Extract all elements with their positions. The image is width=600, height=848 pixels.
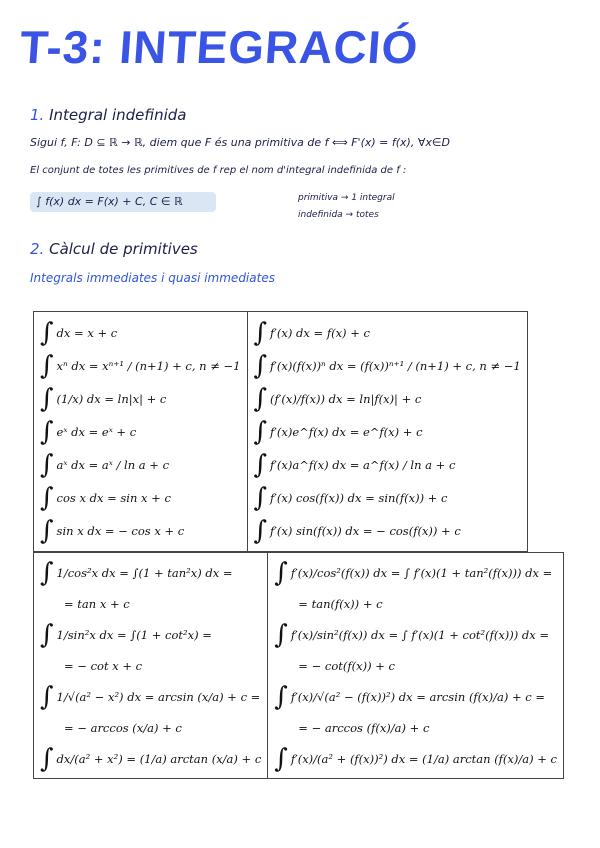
page-title: T-3: INTEGRACIÓ <box>18 21 421 73</box>
formula-text: 1/√(a² − x²) dx = arcsin (x/a) + c = <box>56 689 261 704</box>
formula-row <box>40 382 241 415</box>
integral-sign: ∫ <box>40 482 54 513</box>
formula-text: f′(x)/√(a² − (f(x))²) dx = arcsin (f(x)/a) + c = <box>290 689 546 704</box>
formula-row <box>40 557 261 588</box>
formula-row <box>40 316 241 349</box>
formula-row <box>40 681 261 712</box>
formula-text: cos x dx = sin x + c <box>56 490 171 505</box>
integral-sign: ∫ <box>274 619 288 650</box>
formula-row <box>254 349 521 382</box>
formula-row <box>254 415 521 448</box>
side-note-1: primitiva → 1 integral <box>298 193 395 203</box>
formula-row <box>274 619 557 650</box>
section-1-title: Integral indefinida <box>49 106 187 124</box>
integral-sign: ∫ <box>40 619 54 650</box>
integral-sign: ∫ <box>253 449 268 480</box>
section-1-heading <box>30 106 186 124</box>
integral-sign: ∫ <box>274 743 288 774</box>
formula-text: f′(x) sin(f(x)) dx = − cos(f(x)) + c <box>270 523 461 538</box>
integral-sign: ∫ <box>40 449 54 480</box>
formula-text: = − arccos (f(x)/a) + c <box>298 720 430 735</box>
formula-result <box>40 588 261 619</box>
formula-text: f′(x)(f(x))ⁿ dx = (f(x))ⁿ⁺¹ / (n+1) + c, n ≠ −1 <box>270 358 521 373</box>
formula-result <box>274 588 557 619</box>
formula-row <box>254 514 521 547</box>
formula-row <box>40 415 241 448</box>
formula-text: f′(x)/cos²(f(x)) dx = ∫ f′(x)(1 + tan²(f(x))) dx = <box>290 565 553 580</box>
formula-text: eˣ dx = eˣ + c <box>56 424 137 439</box>
section-2-heading <box>30 240 198 258</box>
table2-right-column <box>268 553 564 779</box>
formula-text: (1/x) dx = ln|x| + c <box>56 391 167 406</box>
formula-row <box>40 514 241 547</box>
integral-sign: ∫ <box>40 416 54 447</box>
formula-result <box>40 712 261 743</box>
integral-sign: ∫ <box>253 515 268 546</box>
integral-sign: ∫ <box>40 317 54 348</box>
formula-text: = tan(f(x)) + c <box>298 596 383 611</box>
formula-text: 1/cos²x dx = ∫(1 + tan²x) dx = <box>56 565 233 580</box>
formula-row <box>274 557 557 588</box>
formula-text: aˣ dx = aˣ / ln a + c <box>56 457 170 472</box>
formula-text: f′(x) dx = f(x) + c <box>270 325 370 340</box>
table1-left-column <box>34 312 248 552</box>
formula-text: sin x dx = − cos x + c <box>56 523 185 538</box>
formula-text: dx/(a² + x²) = (1/a) arctan (x/a) + c <box>56 751 262 766</box>
formula-result <box>274 712 557 743</box>
table2-left-column <box>34 553 268 779</box>
trig-integrals-table <box>33 552 564 779</box>
section-1-number: 1. <box>30 106 45 124</box>
integral-sign: ∫ <box>40 743 54 774</box>
side-note-2: indefinida → totes <box>298 210 379 220</box>
formula-text: xⁿ dx = xⁿ⁺¹ / (n+1) + c, n ≠ −1 <box>56 358 241 373</box>
section-2-title: Càlcul de primitives <box>49 240 198 258</box>
formula-result <box>40 650 261 681</box>
formula-text: f′(x)a^f(x) dx = a^f(x) / ln a + c <box>270 457 456 472</box>
integral-sign: ∫ <box>253 482 268 513</box>
highlighted-formula: ∫ f(x) dx = F(x) + C, C ∈ ℝ <box>30 192 216 212</box>
formula-row <box>274 681 557 712</box>
formula-text: = − cot(f(x)) + c <box>298 658 395 673</box>
integral-sign: ∫ <box>40 681 54 712</box>
formula-row <box>254 316 521 349</box>
primitive-definition: Sigui f, F: D ⊆ ℝ → ℝ, diem que F és una primitiva de f ⟺ F'(x) = f(x), ∀x∈D <box>30 136 450 149</box>
formula-text: = − arccos (x/a) + c <box>64 720 182 735</box>
formula-text: = tan x + c <box>64 596 130 611</box>
integral-sign: ∫ <box>40 557 54 588</box>
formula-text: 1/sin²x dx = ∫(1 + cot²x) = <box>56 627 212 642</box>
integral-sign: ∫ <box>40 350 54 381</box>
formula-text: f′(x) cos(f(x)) dx = sin(f(x)) + c <box>270 490 448 505</box>
integral-sign: ∫ <box>253 317 268 348</box>
formula-row <box>40 481 241 514</box>
formula-result <box>274 650 557 681</box>
integral-sign: ∫ <box>274 681 288 712</box>
formula-row <box>40 619 261 650</box>
formula-text: f′(x)/sin²(f(x)) dx = ∫ f′(x)(1 + cot²(f(x))) dx = <box>290 627 550 642</box>
table1-right-column <box>247 312 527 552</box>
integral-sign: ∫ <box>253 416 268 447</box>
formula-row <box>254 448 521 481</box>
formula-row <box>254 481 521 514</box>
formula-row <box>40 349 241 382</box>
integral-sign: ∫ <box>40 383 54 414</box>
formula-row <box>40 448 241 481</box>
integral-sign: ∫ <box>274 557 288 588</box>
formula-text: dx = x + c <box>56 325 118 340</box>
immediate-integrals-table <box>33 311 528 552</box>
section-2-subtitle: Integrals immediates i quasi immediates <box>30 271 275 285</box>
formula-row <box>40 743 261 774</box>
indefinite-integral-definition: El conjunt de totes les primitives de f rep el nom d'integral indefinida de f : <box>30 165 407 176</box>
integral-sign: ∫ <box>40 515 54 546</box>
formula-text: f′(x)/(a² + (f(x))²) dx = (1/a) arctan (f(x)/a) + c <box>290 751 557 766</box>
formula-row <box>254 382 521 415</box>
section-2-number: 2. <box>30 240 45 258</box>
formula-text: f′(x)e^f(x) dx = e^f(x) + c <box>270 424 423 439</box>
formula-text: (f′(x)/f(x)) dx = ln|f(x)| + c <box>270 391 422 406</box>
formula-text: = − cot x + c <box>64 658 143 673</box>
integral-sign: ∫ <box>253 350 268 381</box>
formula-row <box>274 743 557 774</box>
integral-sign: ∫ <box>253 383 268 414</box>
